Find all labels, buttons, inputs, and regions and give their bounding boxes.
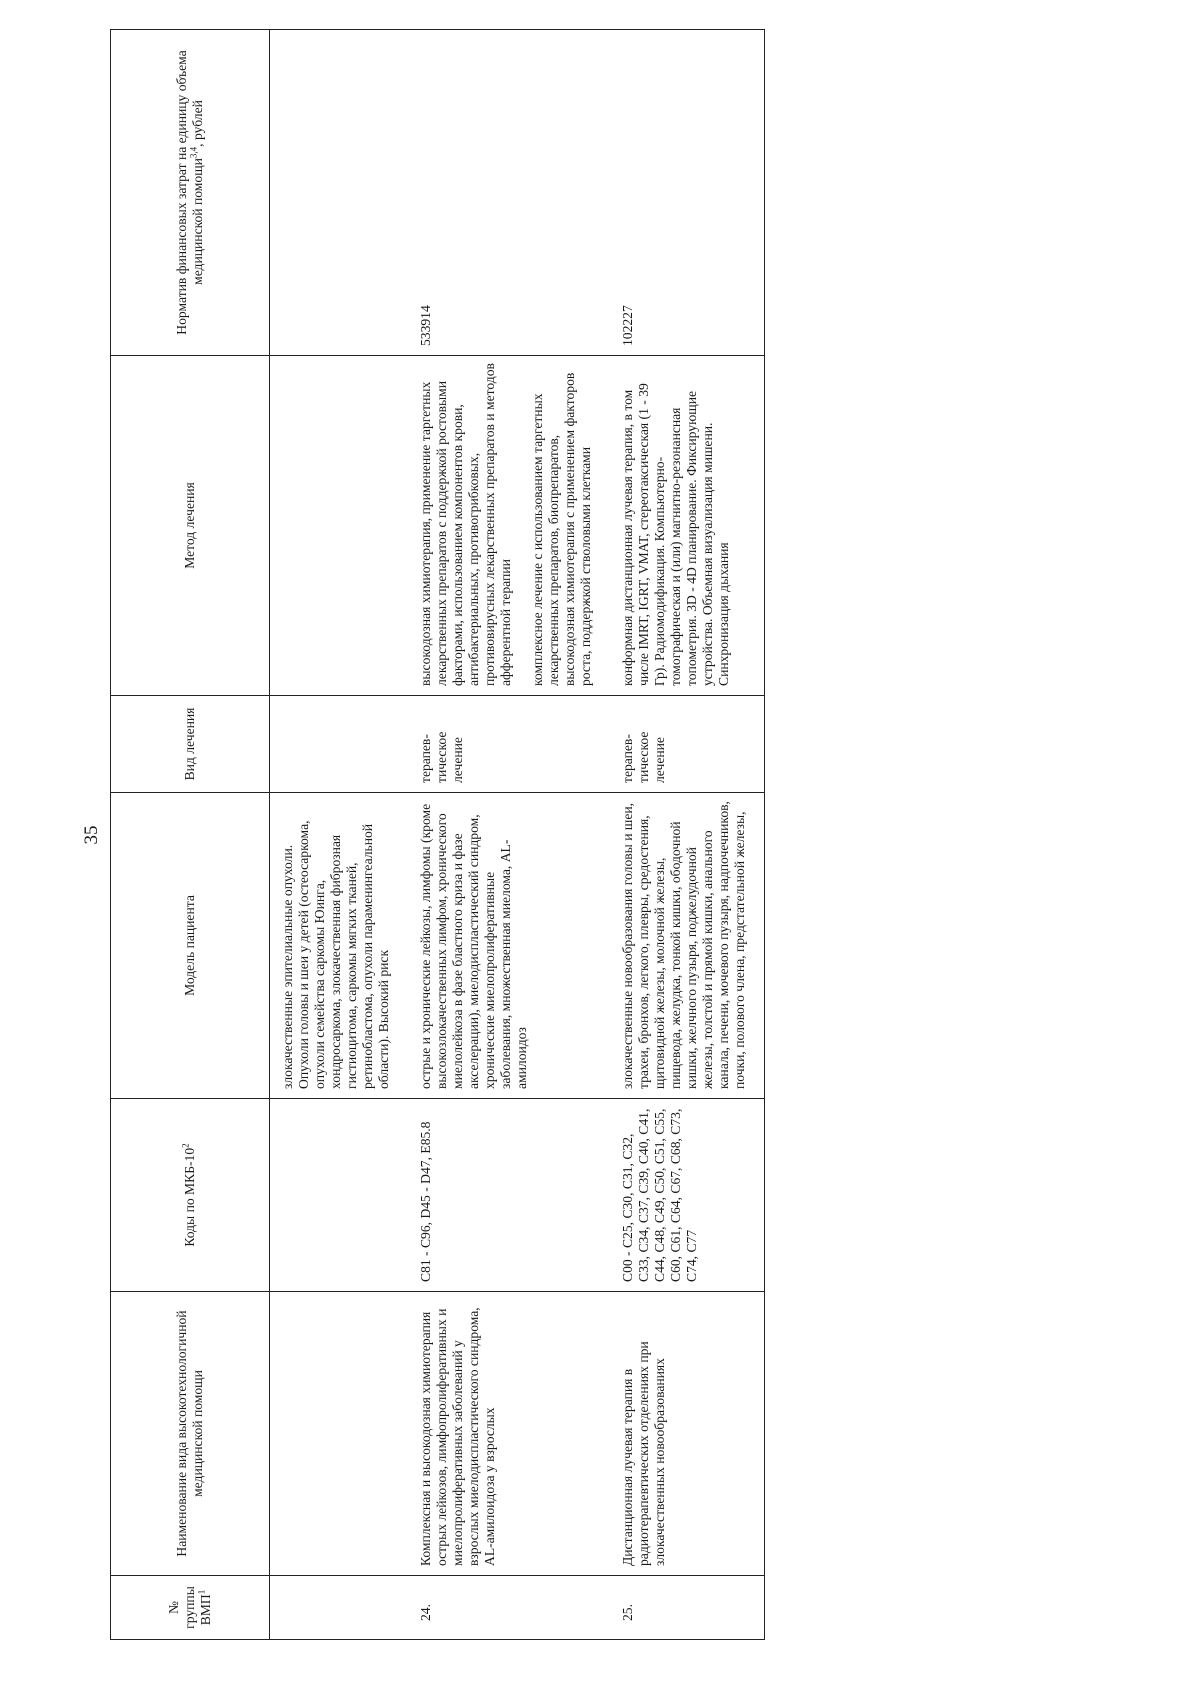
treatment-method-text: конформная дистанционная лучевая терапия, в том числе IMRT, IGRT, VMAT, стереотаксическая (1 - 39 Гр). Радиомодификация. Компьютерно-томографическая и (или) магнитно-резонансная топометрия. 3D - 4D планирование. Фиксирующие устройства. Объемная визуализация мишени. Синхронизация дыхания	[620, 383, 731, 686]
treatment-method-cell	[408, 356, 610, 696]
icd-codes-cell: C81 - C96, D45 - D47, E85.8	[408, 1099, 610, 1292]
vmp-name-cell: Дистанционная лучевая терапия в радиотерапевтических отделениях при злокачественных новообразованиях	[610, 1292, 765, 1576]
treatment-method-text: высокодозная химиотерапия, применение таргетных лекарственных препаратов с поддержкой ростовыми факторами, использованием компонентов крови, антибактериальных, противогрибковых, противовирусных лекарственных препаратов и методов афферентной терапии	[418, 363, 513, 686]
header-treatment-type: Вид лечения	[111, 696, 270, 793]
header-vmp-name: Наименование вида высокотехнологичной медицинской помощи	[111, 1292, 270, 1576]
patient-model-cell: злокачественные эпителиальные опухоли. Опухоли головы и шеи у детей (остеосаркома, опухоли семейства саркомы Юинга, хондросаркома, злокачественная фиброзная гистиоцитома, саркомы мягких тканей, ретинобластома, опухоли параменингеальной области). Высокий риск	[270, 793, 409, 1099]
treatment-type-cell: терапев-тическое лечение	[408, 696, 610, 793]
vmp-table	[110, 29, 765, 1640]
treatment-type-cell	[270, 696, 409, 793]
treatment-method-cell	[610, 356, 765, 696]
table-row	[408, 30, 610, 1640]
treatment-method-cell	[270, 356, 409, 696]
group-number-cell: 24.	[408, 1576, 610, 1640]
header-row	[111, 30, 270, 1640]
rotated-page	[70, 30, 1100, 1640]
vmp-name-cell	[270, 1292, 409, 1576]
treatment-method-text: комплексное лечение с использованием таргетных лекарственных препаратов, биопрепаратов, высокодозная химиотерапия с применением факторов роста, поддержкой стволовыми клетками	[530, 372, 593, 686]
cost-cell	[270, 30, 409, 356]
header-treatment-method: Метод лечения	[111, 356, 270, 696]
icd-codes-cell: C00 - C25, C30, C31, C32, C33, C34, C37, C39, C40, C41, C44, C48, C49, C50, C51, C55, C60, C61, C64, C67, C68, C73, C74, C77	[610, 1099, 765, 1292]
cost-cell: 533914	[408, 30, 610, 356]
treatment-type-cell: терапев-тическое лечение	[610, 696, 765, 793]
page-number: 35	[81, 825, 102, 845]
header-cost-standard: Норматив финансовых затрат на единицу объема медицинской помощи$^{3,4}$, рублей	[111, 30, 270, 356]
cost-cell: 102227	[610, 30, 765, 356]
table-row	[610, 30, 765, 1640]
vmp-name-cell: Комплексная и высокодозная химиотерапия острых лейкозов, лимфопролиферативных и миелопролиферативных заболеваний у взрослых миелодиспластического синдрома, AL-амилоидоза у взрослых	[408, 1292, 610, 1576]
table-row	[270, 30, 409, 1640]
group-number-cell	[270, 1576, 409, 1640]
patient-model-cell: острые и хронические лейкозы, лимфомы (кроме высокозлокачественных лимфом, хронического миелолейкоза в фазе бластного криза и фазе акселерации), миелодиспластический синдром, хронические миелопролиферативные заболевания, множественная миелома, AL-амилоидоз	[408, 793, 610, 1099]
header-group-number: № группы ВМП$^1$	[111, 1576, 270, 1640]
header-icd-codes: Коды по МКБ-$10^2$	[111, 1099, 270, 1292]
header-patient-model: Модель пациента	[111, 793, 270, 1099]
group-number-cell: 25.	[610, 1576, 765, 1640]
icd-codes-cell	[270, 1099, 409, 1292]
patient-model-cell: злокачественные новообразования головы и шеи, трахеи, бронхов, легкого, плевры, средостения, щитовидной железы, молочной железы, пищевода, желудка, тонкой кишки, ободочной кишки, желчного пузыря, поджелудочной железы, толстой и прямой кишки, анального канала, печени, мочевого пузыря, надпочечников, почки, полового члена, предстательной железы,	[610, 793, 765, 1099]
